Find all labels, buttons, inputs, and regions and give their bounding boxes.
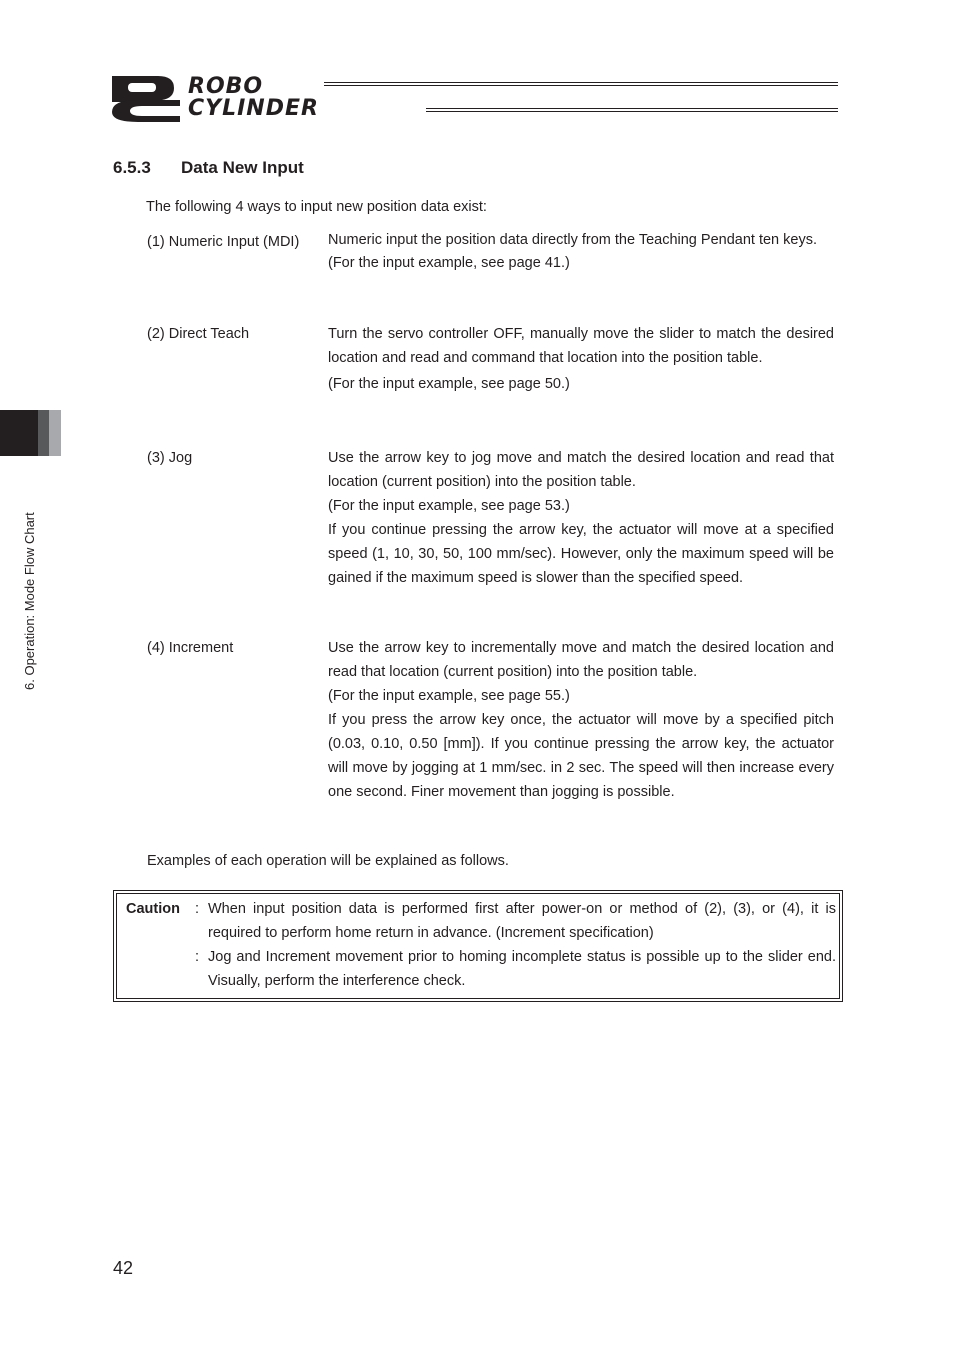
item-label-increment: (4) Increment: [147, 640, 234, 656]
chapter-tab: [0, 410, 61, 456]
outro-text: Examples of each operation will be explained as follows.: [147, 853, 509, 869]
item-page-ref: (For the input example, see page 41.): [328, 255, 570, 271]
logo-text-cylinder: CYLINDER: [188, 96, 319, 121]
chapter-tab-light: [49, 410, 61, 456]
caution-note-text: Jog and Increment movement prior to homing incomplete status is possible up to the slider end. Visually, perform the interference check.: [208, 949, 836, 989]
page-number: 42: [113, 1258, 134, 1278]
chapter-side-label: 6. Operation: Mode Flow Chart: [22, 512, 37, 690]
item-note: If you continue pressing the arrow key, the actuator will move at a specified speed (1, 10, 30, 50, 100 mm/sec). However, only the maximum speed will be gained if the maximum speed is slower than the specified speed.: [328, 522, 834, 586]
header-rule-bottom: [426, 108, 838, 112]
rc-logo-mark-icon: [108, 72, 186, 124]
item-text: Numeric input the position data directly from the Teaching Pendant ten keys.: [328, 232, 817, 248]
chapter-tab-mid: [38, 410, 49, 456]
caution-colon: :: [195, 949, 200, 965]
caution-label: Caution: [126, 901, 180, 917]
logo-text-robo: ROBO: [188, 74, 264, 99]
caution-note-1: [208, 897, 836, 945]
item-label-numeric-input: (1) Numeric Input (MDI): [147, 234, 300, 250]
item-note: If you press the arrow key once, the actuator will move by a specified pitch (0.03, 0.10, 0.50 [mm]). If you continue pressing the arrow key, the actuator will move by jogging at 1 mm/sec. in 2 sec. The speed will then increase every one second. Finer movement than jogging is possible.: [328, 712, 834, 800]
item-text: Use the arrow key to jog move and match the desired location and read that location (current position) into the position table.: [328, 450, 834, 490]
section-number: 6.5.3: [113, 158, 151, 177]
robo-cylinder-logo: [108, 72, 838, 124]
caution-box: [116, 893, 840, 999]
caution-note-2: [208, 945, 836, 993]
caution-colon: :: [195, 901, 200, 917]
item-body-numeric-input: [328, 230, 834, 274]
item-body-direct-teach: [328, 322, 834, 396]
item-body-jog: [328, 446, 834, 590]
intro-text: The following 4 ways to input new position data exist:: [146, 199, 487, 215]
item-text: Use the arrow key to incrementally move and match the desired location and read that location (current position) into the position table.: [328, 640, 834, 680]
section-heading: [113, 158, 304, 178]
item-text: Turn the servo controller OFF, manually move the slider to match the desired location and read and command that location into the position table.: [328, 326, 834, 366]
item-label-jog: (3) Jog: [147, 450, 193, 466]
caution-note-text: When input position data is performed first after power-on or method of (2), (3), or (4), it is required to perform home return in advance. (Increment specification): [208, 901, 836, 941]
item-page-ref: (For the input example, see page 55.): [328, 688, 570, 704]
header-rule-top: [324, 82, 838, 86]
section-title: Data New Input: [181, 158, 304, 177]
item-label-direct-teach: (2) Direct Teach: [147, 326, 250, 342]
item-body-increment: [328, 636, 834, 804]
chapter-tab-dark: [0, 410, 38, 456]
item-page-ref: (For the input example, see page 53.): [328, 498, 570, 514]
item-page-ref: (For the input example, see page 50.): [328, 376, 570, 392]
